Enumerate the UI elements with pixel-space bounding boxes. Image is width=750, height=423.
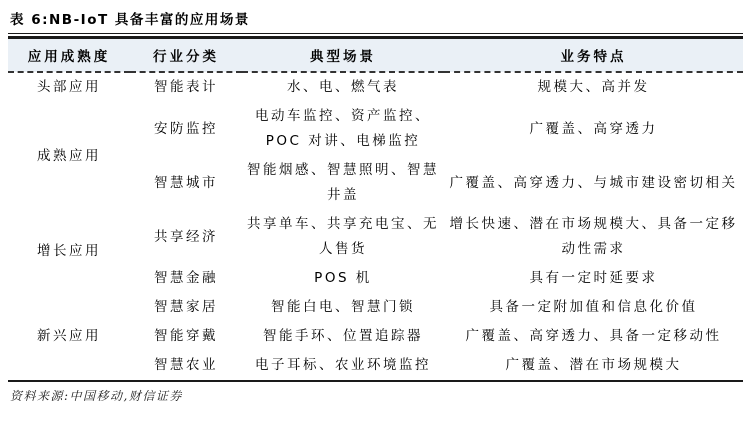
scenes-cell: 智能烟感、智慧照明、智慧井盖 [247, 162, 439, 203]
maturity-cell: 增长应用 [37, 243, 101, 259]
scenes-cell: 智能手环、位置追踪器 [263, 328, 423, 344]
table-row [8, 210, 743, 264]
source-note: 资料来源:中国移动,财信证券 [10, 389, 183, 403]
scenes-cell: 电子耳标、农业环境监控 [255, 357, 431, 373]
column-header-industry: 行业分类 [130, 38, 242, 73]
table-row [8, 72, 743, 102]
features-cell: 具备一定附加值和信息化价值 [489, 299, 698, 315]
table-row [8, 102, 743, 156]
industry-cell: 智慧家居 [154, 299, 218, 315]
maturity-cell: 成熟应用 [37, 147, 101, 164]
features-cell: 规模大、高并发 [537, 79, 650, 95]
column-header-features: 业务特点 [444, 38, 743, 73]
industry-cell: 共享经济 [154, 228, 218, 245]
scenes-cell: 共享单车、共享充电宝、无人售货 [247, 216, 439, 257]
industry-cell: 智慧农业 [154, 357, 218, 373]
industry-cell: 安防监控 [154, 120, 218, 137]
features-cell: 广覆盖、高穿透力、具备一定移动性 [465, 328, 722, 344]
features-cell: 广覆盖、高穿透力、与城市建设密切相关 [449, 174, 738, 191]
industry-cell: 智能穿戴 [154, 328, 218, 344]
scenes-cell: POS 机 [314, 270, 372, 286]
table-header-row [8, 38, 743, 73]
features-cell: 具有一定时延要求 [529, 270, 658, 286]
table-row [8, 293, 743, 322]
column-header-scenes: 典型场景 [242, 38, 444, 73]
industry-cell: 智慧城市 [154, 174, 218, 191]
features-cell: 广覆盖、潜在市场规模大 [505, 357, 682, 373]
industry-cell: 智能表计 [154, 79, 218, 95]
industry-cell: 智慧金融 [154, 270, 218, 286]
nbiot-application-table [8, 36, 743, 382]
features-cell: 广覆盖、高穿透力 [529, 120, 658, 137]
table-title-bar [8, 6, 743, 34]
column-header-maturity: 应用成熟度 [8, 38, 130, 73]
table-body [8, 72, 743, 381]
scenes-cell: 智能白电、智慧门锁 [271, 299, 415, 315]
scenes-cell: 水、电、燃气表 [287, 79, 399, 95]
scenes-cell: 电动车监控、资产监控、POC 对讲、电梯监控 [255, 108, 431, 149]
table-title: 表 6:NB-IoT 具备丰富的应用场景 [10, 12, 250, 28]
maturity-cell: 新兴应用 [37, 328, 101, 344]
features-cell: 增长快速、潜在市场规模大、具备一定移动性需求 [449, 216, 738, 257]
maturity-cell: 头部应用 [37, 79, 101, 95]
